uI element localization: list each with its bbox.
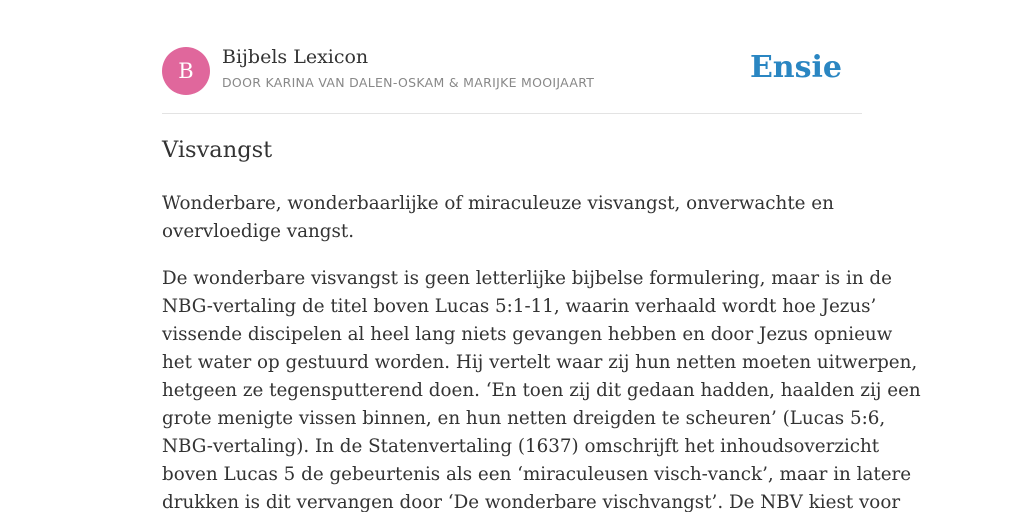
explanation-paragraph — [162, 265, 921, 512]
text-line: het water op gestuurd worden. Hij vertelt waar zij hun netten moeten uitwerpen, — [162, 352, 918, 373]
ensie-logo-link[interactable]: Ensie — [749, 50, 842, 85]
text-line: grote menigte vissen binnen, en hun netten dreigden te scheuren’ (Lucas 5:6, — [162, 408, 886, 429]
text-line: boven Lucas 5 de gebeurtenis als een ‘miraculeusen visch-vanck’, maar in latere — [162, 464, 912, 485]
text-line: NBG-vertaling de titel boven Lucas 5:1-11, waarin verhaald wordt hoe Jezus’ — [162, 296, 877, 317]
header-divider — [162, 113, 862, 114]
header — [162, 46, 862, 96]
definition-paragraph — [162, 190, 862, 246]
text-line: De wonderbare visvangst is geen letterlijke bijbelse formulering, maar is in de — [162, 268, 892, 289]
text-line: Wonderbare, wonderbaarlijke of miraculeuze visvangst, onverwachte en — [162, 193, 834, 214]
book-title[interactable]: Bijbels Lexicon — [222, 46, 369, 68]
book-avatar[interactable]: B — [162, 47, 210, 95]
author-byline: DOOR KARINA VAN DALEN-OSKAM & MARIJKE MOOIJAART — [222, 75, 595, 90]
text-line: vissende discipelen al heel lang niets gevangen hebben en door Jezus opnieuw — [162, 324, 893, 345]
text-line: NBG-vertaling). In de Statenvertaling (1637) omschrijft het inhoudsoverzicht — [162, 436, 880, 457]
text-line: overvloedige vangst. — [162, 221, 355, 242]
text-line: drukken is dit vervangen door ‘De wonderbare vischvangst’. De NBV kiest voor — [162, 492, 901, 512]
entry-body — [162, 190, 921, 512]
text-line: hetgeen ze tegensputterend doen. ‘En toen zij dit gedaan hadden, haalden zij een — [162, 380, 921, 401]
entry-title: Visvangst — [162, 137, 273, 163]
